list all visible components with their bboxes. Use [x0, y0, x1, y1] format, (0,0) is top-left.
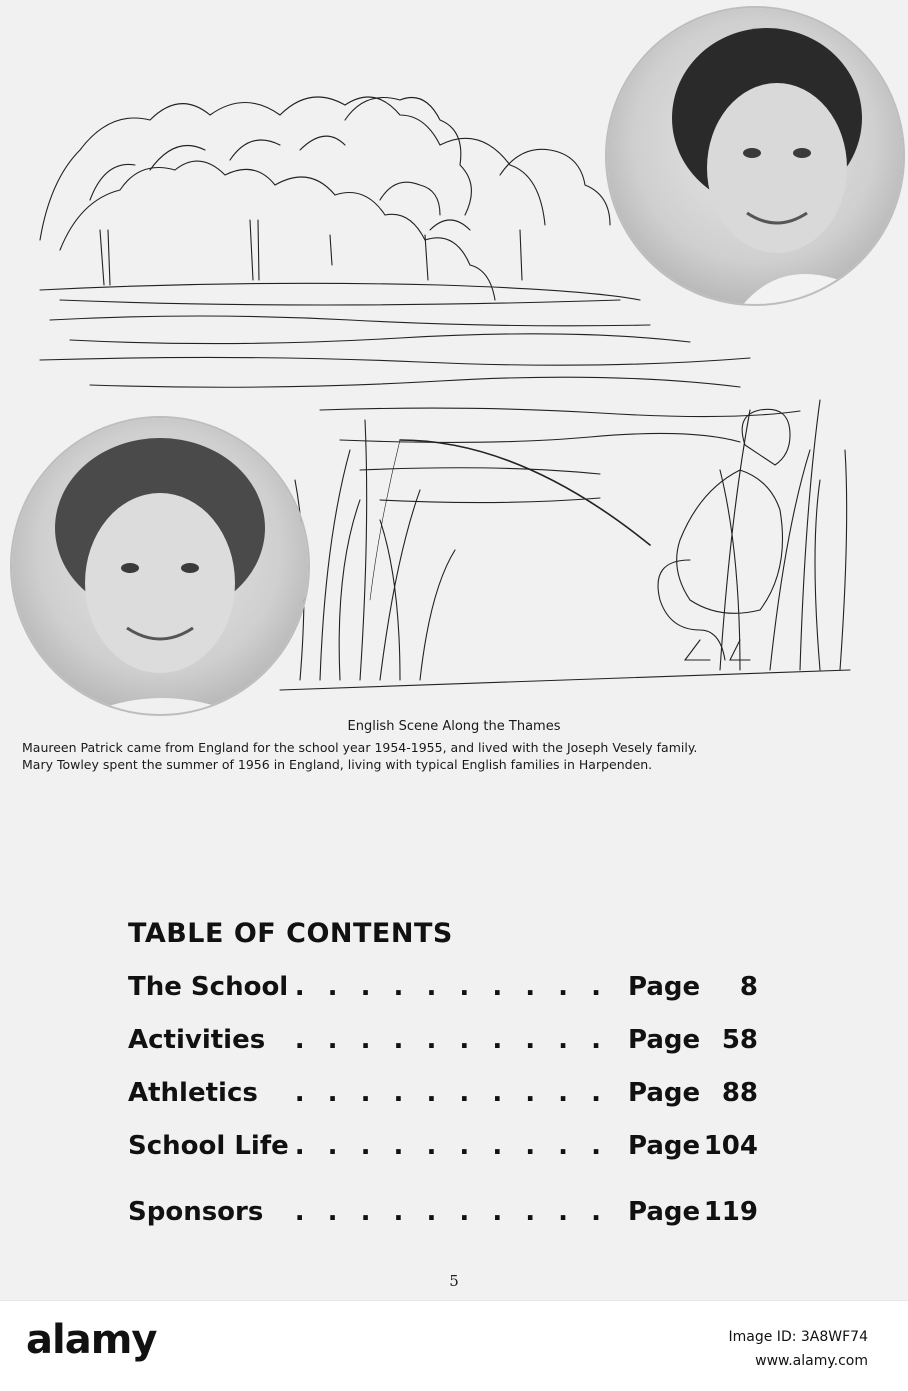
toc-page-word: Page: [628, 1131, 701, 1161]
toc-leader-dots: . . . . . . . . . .: [294, 1078, 608, 1108]
toc-leader-dots: . . . . . . . . . .: [294, 1025, 608, 1055]
watermark-url: www.alamy.com: [755, 1353, 868, 1369]
toc-entry-label: Sponsors: [128, 1197, 264, 1227]
toc-page-word: Page: [628, 972, 701, 1002]
toc-entry: [128, 972, 758, 1012]
toc-entry: [128, 1025, 758, 1065]
toc-leader-dots: . . . . . . . . . .: [294, 1131, 608, 1161]
toc-entry: [128, 1131, 758, 1171]
toc-page-number: 8: [739, 972, 758, 1002]
toc-page-number: 119: [703, 1197, 758, 1227]
toc-page-number: 104: [703, 1131, 758, 1161]
toc-page-word: Page: [628, 1025, 701, 1055]
caption-line: Mary Towley spent the summer of 1956 in England, living with typical English families in Harpenden.: [22, 757, 653, 772]
toc-page-word: Page: [628, 1078, 701, 1108]
watermark-logo: alamy: [26, 1317, 157, 1363]
illustration-caption-title: English Scene Along the Thames: [347, 719, 561, 734]
toc-leader-dots: . . . . . . . . . .: [294, 1197, 608, 1227]
watermark-image-id: Image ID: 3A8WF74: [728, 1329, 868, 1345]
page-number: 5: [449, 1272, 459, 1290]
toc-entry-label: The School: [128, 972, 289, 1002]
toc-page-number: 88: [721, 1078, 758, 1108]
toc-entry: [128, 1197, 758, 1237]
illustration-caption-body: [22, 739, 888, 773]
toc-entry-label: Athletics: [128, 1078, 258, 1108]
portrait-photo-icon: [12, 418, 308, 714]
toc-page-number: 58: [721, 1025, 758, 1055]
toc-leader-dots: . . . . . . . . . .: [294, 972, 608, 1002]
toc-entry: [128, 1078, 758, 1118]
watermark-bar: [0, 1300, 908, 1391]
toc-entry-label: School Life: [128, 1131, 289, 1161]
caption-line: Maureen Patrick came from England for the school year 1954-1955, and lived with the Joseph Vesely family.: [22, 740, 698, 755]
portrait-photo-icon: [607, 8, 903, 304]
toc-page-word: Page: [628, 1197, 701, 1227]
toc-entry-label: Activities: [128, 1025, 266, 1055]
toc-heading: TABLE OF CONTENTS: [128, 918, 453, 949]
